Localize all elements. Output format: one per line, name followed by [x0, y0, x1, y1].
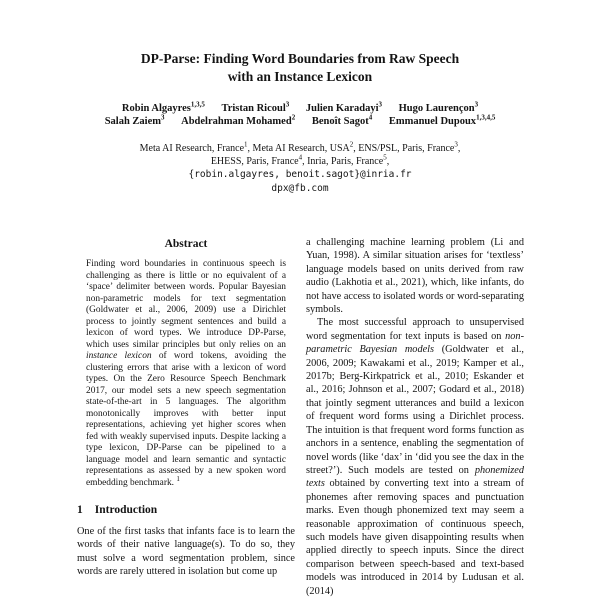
affiliation-line-2: EHESS, Paris, France$^4$, Inria, Paris, France$^5$,	[210, 153, 390, 167]
affiliation-line-1: Meta AI Research, France$^1$, Meta AI Research, USA$^2$, ENS/PSL, Paris, France$^3$,	[139, 140, 461, 154]
author-name: Tristan Ricoul$^3$	[221, 100, 290, 114]
author-name: Abdelrahman Mohamed$^2$	[181, 113, 296, 127]
author-name: Hugo Laurençon$^3$	[398, 100, 479, 114]
paper-title-line2: with an Instance Lexicon	[227, 68, 373, 84]
authors-row-1	[0, 102, 600, 115]
email-line-2: dpx@fb.com	[271, 182, 329, 194]
author-name: Benoît Sagot$^4$	[311, 113, 373, 127]
right-paragraph-1: a challenging machine learning problem (Li and Yuan, 1998). A similar situation arises for ‘textless’ language models based on units derived from raw audio (Lakhotia et al., 2021), which, like infants, do not have access to isolated words or word-separating symbols.	[306, 237, 524, 316]
email-line-1: {robin.algayres, benoit.sagot}@inria.fr	[188, 169, 412, 180]
author-name: Emmanuel Dupoux$^{1,3,4,5}$	[388, 113, 496, 127]
author-name: Salah Zaiem$^3$	[104, 113, 165, 127]
paper-title	[0, 50, 600, 85]
right-column	[306, 236, 524, 598]
paper-title-line1: DP-Parse: Finding Word Boundaries from Raw Speech	[140, 51, 460, 66]
author-name: Julien Karadayi$^3$	[305, 100, 383, 114]
intro-paragraph-1: One of the first tasks that infants face is to learn the words of their native language(s). To do so, they must solve a word segmentation problem, since words are rarely uttered in isolation but come up	[77, 526, 295, 578]
section-title: Introduction	[94, 504, 158, 516]
italic-term: instance lexicon	[86, 351, 152, 361]
italic-term: phonemized texts	[306, 464, 524, 490]
author-affil-marker: 4	[368, 113, 373, 122]
author-affil-marker: 3	[378, 100, 383, 109]
author-affil-marker: 2	[291, 113, 296, 122]
right-paragraph-2: The most successful approach to unsupervised word segmentation for text inputs is based on non-parametric Bayesian models (Goldwater et al., 2006, 2009; Kawakami et al., 2019; Kamper et al., 2017b; Berg-Kirkpatrick et al., 2010; Eskander et al., 2016; Johnson et al., 2007; Godard et al., 2018) that jointly segment utterances and build a lexicon of frequent word forms using a Dirichlet process. The intuition is that frequent word forms function as anchors in a sentence, enabling the segmentation of novel words (like ‘dax’ in ‘did you see the dax in the street?’). Such models are tested on phonemized texts obtained by converting text into a stream of phonemes after removing spaces and punctuation marks. Even though phonemized text may seem a reasonable approximation of continuous speech, such models have given disappointing results when applied directly to speech inputs. Since the direct comparison between speech-based and text-based models was introduced in 2014 by Ludusan et al. (2014)	[306, 317, 524, 597]
abstract-paragraph: Finding word boundaries in continuous speech is challenging as there is little or no equivalent of a ‘space’ delimiter between words. Popular Bayesian non-parametric models for text segmentation (Goldwater et al., 2006, 2009) use a Dirichlet process to jointly segment sentences and build a lexicon of word types. We introduce DP-Parse, which uses similar principles but only relies on an instance lexicon of word tokens, avoiding the clustering errors that arise with a lexicon of word types. On the Zero Resource Speech Benchmark 2017, our model sets a new speech segmentation state-of-the-art in 5 languages. The algorithm monotonically improves with better input representations, achieving yet higher scores when fed with weakly supervised inputs. Despite lacking a type lexicon, DP-Parse can be pipelined to a language model and learn semantic and syntactic representations as assessed by a new spoken word embedding benchmark. $^1$	[86, 259, 286, 488]
left-column	[77, 236, 295, 598]
author-affil-marker: 3	[474, 100, 479, 109]
author-affil-marker: 1,3,4,5	[476, 113, 496, 122]
affiliations-block	[0, 140, 600, 195]
authors-block	[0, 102, 600, 128]
italic-term: non-parametric Bayesian models	[306, 330, 524, 356]
abstract-heading: Abstract	[164, 238, 208, 250]
authors-row-2	[0, 115, 600, 128]
footnote-marker: 1	[176, 474, 180, 483]
two-column-body	[77, 236, 524, 598]
author-name: Robin Algayres$^{1,3,5}$	[121, 100, 205, 114]
section-number: 1	[77, 504, 83, 516]
title-block	[0, 0, 600, 85]
author-affil-marker: 1,3,5	[190, 100, 205, 109]
section-1-heading	[77, 504, 295, 516]
author-affil-marker: 3	[285, 100, 290, 109]
author-affil-marker: 3	[161, 113, 165, 122]
